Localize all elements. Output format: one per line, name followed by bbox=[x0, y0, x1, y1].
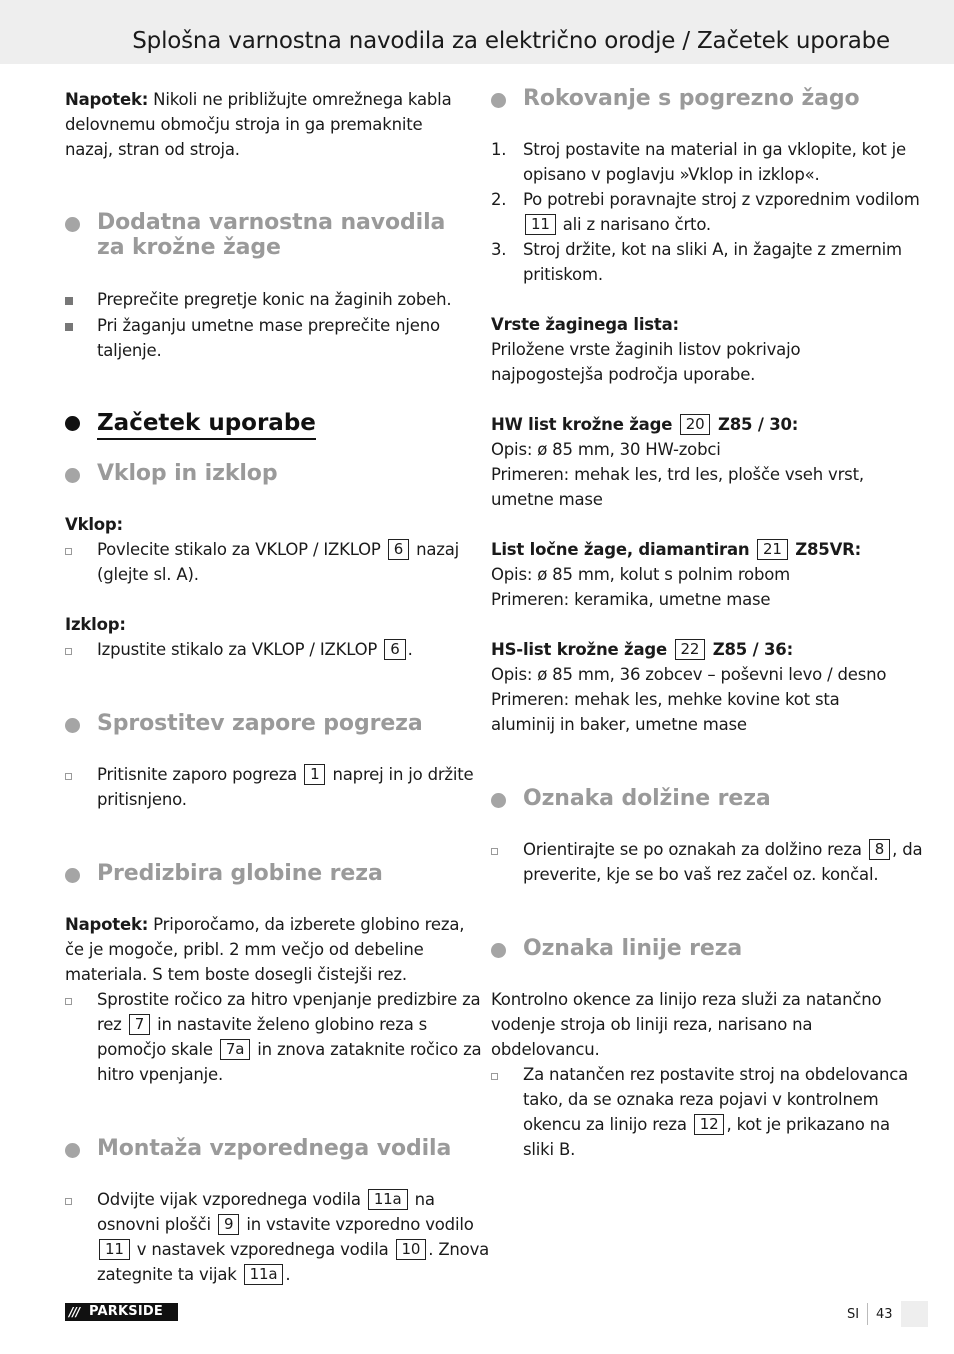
step-number: 1. bbox=[491, 140, 507, 159]
note-cable bbox=[65, 87, 465, 162]
text: v nastavek vzporednega vodila bbox=[131, 1240, 394, 1259]
hs-title bbox=[491, 637, 901, 662]
linija-para: Kontrolno okence za linijo reza služi za natančno vodenje stroja ob liniji reza, narisano na obdelovancu. bbox=[491, 990, 882, 1059]
heading-dolzina: Oznaka dolžine reza bbox=[491, 786, 771, 811]
linija-step bbox=[491, 1062, 923, 1162]
text: , da preverite, kje se bo vaš rez začel oz. končal. bbox=[523, 840, 923, 884]
step-number: 3. bbox=[491, 240, 507, 259]
text: in nastavite želeno globino reza s pomočjo skale bbox=[97, 1015, 428, 1059]
text: in vstavite vzporedno vodilo bbox=[241, 1215, 474, 1234]
heading-linija: Oznaka linije reza bbox=[491, 936, 742, 961]
heading-montaza: Montaža vzporednega vodila bbox=[65, 1136, 451, 1161]
list-item: Pri žaganju umetne mase preprečite njeno taljenje. bbox=[65, 313, 465, 363]
text: Stroj držite, kot na sliki A, in žagajte z zmernim pritiskom. bbox=[523, 240, 902, 284]
heading-zacetek-text: Začetek uporabe bbox=[97, 410, 316, 440]
list-primeren: Primeren: keramika, umetne mase bbox=[491, 590, 771, 609]
logo-text: PARKSIDE bbox=[89, 1304, 163, 1319]
izklop-label: Izklop: bbox=[65, 615, 126, 634]
ref-box: 11a bbox=[368, 1189, 408, 1210]
note-label: Napotek: bbox=[65, 915, 149, 934]
text: Za natančen rez postavite stroj na obdelovanca tako, da se oznaka reza pojavi v kontrolnem okencu za linijo reza bbox=[523, 1065, 909, 1134]
text: Z85 / 36: bbox=[707, 640, 793, 659]
ref-box: 8 bbox=[869, 839, 890, 860]
text: Z85 / 30: bbox=[712, 415, 799, 434]
step-number: 2. bbox=[491, 190, 507, 209]
vrste-label: Vrste žaginega lista: bbox=[491, 315, 679, 334]
heading-zacetek bbox=[65, 409, 316, 437]
note-predizbira bbox=[65, 912, 465, 987]
text: Povlecite stikalo za VKLOP / IZKLOP bbox=[97, 540, 386, 559]
text: List ločne žage, diamantiran bbox=[491, 540, 756, 559]
language-code: SI bbox=[847, 1307, 860, 1322]
ref-box: 20 bbox=[680, 414, 711, 435]
hs-primeren: Primeren: mehak les, mehke kovine kot sta aluminij in baker, umetne mase bbox=[491, 690, 840, 734]
ref-box: 6 bbox=[384, 639, 405, 660]
footer-divider bbox=[867, 1303, 868, 1325]
text: . Znova zategnite ta vijak bbox=[97, 1240, 490, 1284]
list-title bbox=[491, 537, 901, 562]
text: . bbox=[407, 640, 413, 659]
ref-box: 9 bbox=[218, 1214, 239, 1235]
ref-box: 11a bbox=[244, 1264, 284, 1285]
text: Po potrebi poravnajte stroj z vzporednim vodilom bbox=[523, 190, 920, 209]
vklop-step bbox=[65, 537, 497, 587]
text: Sprostite ročico za hitro vpenjanje predizbire za rez bbox=[97, 990, 481, 1034]
hw-opis: Opis: ø 85 mm, 30 HW-zobci bbox=[491, 440, 721, 459]
text: , kot je prikazano na sliki B. bbox=[523, 1115, 890, 1159]
dolzina-step bbox=[491, 837, 923, 887]
note-text: Nikoli ne približujte omrežnega kabla delovnemu območju stroja in ga premaknite nazaj, stran od stroja. bbox=[65, 90, 452, 159]
sprostitev-step bbox=[65, 762, 497, 812]
hw-primeren: Primeren: mehak les, trd les, plošče vseh vrst, umetne mase bbox=[491, 465, 864, 509]
text: Izpustite stikalo za VKLOP / IZKLOP bbox=[97, 640, 383, 659]
hw-title bbox=[491, 412, 901, 437]
note-label: Napotek: bbox=[65, 90, 149, 109]
page-title: Splošna varnostna navodila za električno orodje / Začetek uporabe bbox=[132, 28, 890, 54]
text: ali z narisano črto. bbox=[557, 215, 711, 234]
step-1 bbox=[491, 137, 923, 187]
parkside-logo bbox=[65, 1303, 178, 1321]
text: . bbox=[285, 1265, 291, 1284]
list-item: Preprečite pregretje konic na žaginih zobeh. bbox=[65, 287, 497, 312]
ref-box: 7 bbox=[129, 1014, 150, 1035]
text: HW list krožne žage bbox=[491, 415, 678, 434]
text: Stroj postavite na material in ga vklopite, kot je opisano v poglavju »Vklop in izklop«. bbox=[523, 140, 906, 184]
heading-rokovanje: Rokovanje s pogrezno žago bbox=[491, 86, 860, 111]
izklop-step bbox=[65, 637, 497, 662]
text: Z85VR: bbox=[789, 540, 862, 559]
step-2 bbox=[491, 187, 923, 237]
heading-vklop: Vklop in izklop bbox=[65, 461, 277, 486]
ref-box: 22 bbox=[675, 639, 706, 660]
ref-box: 10 bbox=[396, 1239, 427, 1260]
ref-box: 7a bbox=[220, 1039, 250, 1060]
heading-sprostitev: Sprostitev zapore pogreza bbox=[65, 711, 423, 736]
ref-box: 11 bbox=[525, 214, 556, 235]
vklop-label: Vklop: bbox=[65, 515, 123, 534]
text: Odvijte vijak vzporednega vodila bbox=[97, 1190, 366, 1209]
logo-slashes-icon: /// bbox=[69, 1305, 80, 1319]
text: naprej in jo držite pritisnjeno. bbox=[97, 765, 474, 809]
text: na osnovni plošči bbox=[97, 1190, 435, 1234]
text: Pritisnite zaporo pogreza bbox=[97, 765, 303, 784]
ref-box: 11 bbox=[99, 1239, 130, 1260]
vrste-text: Priložene vrste žaginih listov pokrivajo najpogostejša področja uporabe. bbox=[491, 340, 801, 384]
text: Orientirajte se po oznakah za dolžino reza bbox=[523, 840, 867, 859]
montaza-step bbox=[65, 1187, 497, 1287]
hs-opis: Opis: ø 85 mm, 36 zobcev – poševni levo / desno bbox=[491, 665, 887, 684]
step-3 bbox=[491, 237, 923, 287]
ref-box: 6 bbox=[388, 539, 409, 560]
note-text: Priporočamo, da izberete globino reza, če je mogoče, pribl. 2 mm večjo od debeline materiala. S tem boste dosegli čistejši rez. bbox=[65, 915, 465, 984]
text: nazaj (glejte sl. A). bbox=[97, 540, 460, 584]
heading-dodatna: Dodatna varnostna navodila za krožne žage bbox=[65, 210, 477, 260]
ref-box: 12 bbox=[694, 1114, 725, 1135]
list-opis: Opis: ø 85 mm, kolut s polnim robom bbox=[491, 565, 790, 584]
predizbira-step bbox=[65, 987, 497, 1087]
page-corner-box bbox=[901, 1301, 928, 1327]
page-number: 43 bbox=[876, 1307, 893, 1322]
ref-box: 21 bbox=[757, 539, 788, 560]
heading-predizbira: Predizbira globine reza bbox=[65, 861, 383, 886]
text: HS-list krožne žage bbox=[491, 640, 673, 659]
ref-box: 1 bbox=[304, 764, 325, 785]
page-header bbox=[0, 0, 954, 64]
text: in znova zataknite ročico za hitro vpenjanje. bbox=[97, 1040, 482, 1084]
